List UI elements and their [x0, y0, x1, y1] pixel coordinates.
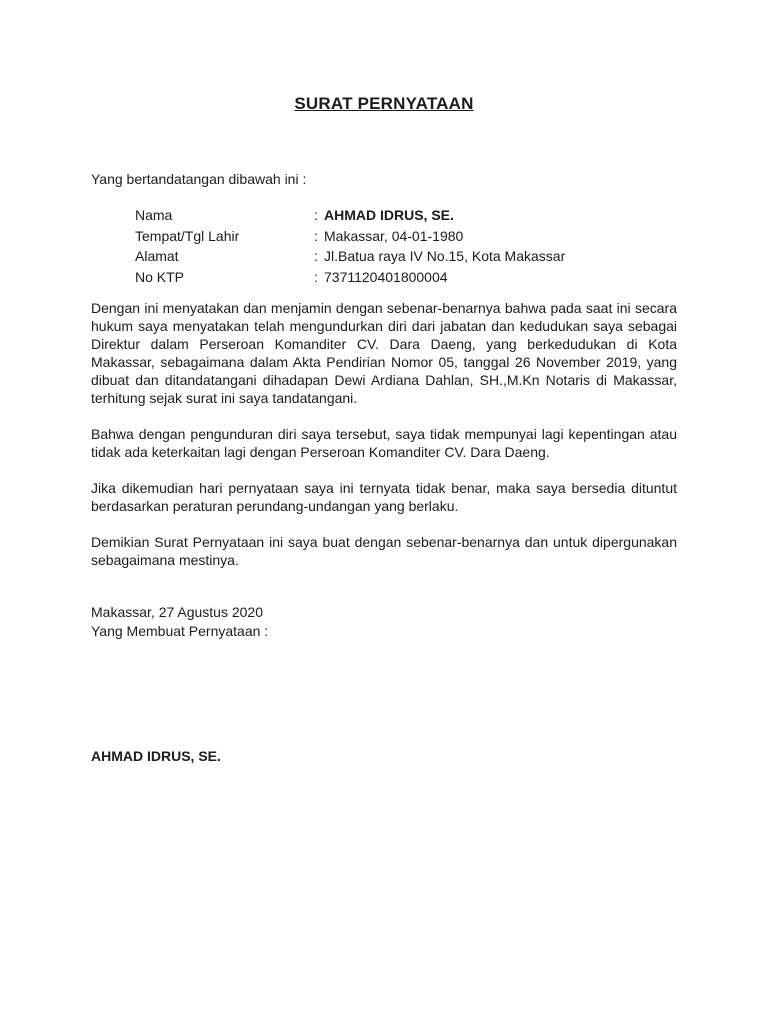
identity-label: No KTP [135, 268, 185, 285]
identity-table [135, 205, 695, 287]
identity-separator: : [314, 268, 318, 285]
identity-row-address [135, 246, 695, 267]
identity-label: Tempat/Tgl Lahir [135, 227, 240, 244]
intro-text: Yang bertandatangan dibawah ini : [91, 171, 307, 187]
identity-value: Makassar, 04-01-1980 [324, 227, 464, 244]
place-date: Makassar, 27 Agustus 2020 [91, 604, 263, 620]
document-title: SURAT PERNYATAAN [294, 94, 474, 113]
closing-paragraph: Demikian Surat Pernyataan ini saya buat dengan sebenar-benarnya dan untuk dipergunakan sebagaimana mestinya. [91, 534, 677, 568]
identity-separator: : [314, 227, 318, 244]
identity-label: Nama [135, 207, 173, 223]
signer-label: Yang Membuat Pernyataan : [91, 623, 269, 639]
identity-separator: : [314, 207, 318, 223]
identity-value: AHMAD IDRUS, SE. [324, 207, 454, 223]
statement-paragraph: Dengan ini menyatakan dan menjamin dengan sebenar-benarnya bahwa pada saat ini secara hukum saya menyatakan telah mengundurkan diri dari jabatan dan kedudukan saya sebagai Direktur dalam Perseroan Komanditer CV. Dara Daeng, yang berkedudukan di Kota Makassar, sebagaimana dalam Akta Pendirian Nomor 05, tanggal 26 November 2019, yang dibuat dan ditandatangani dihadapan Dewi Ardiana Dahlan, SH.,M.Kn Notaris di Makassar, terhitung sejak surat ini saya tandatangani. [91, 300, 677, 406]
signer-name: AHMAD IDRUS, SE. [91, 748, 221, 764]
identity-row-name [135, 205, 695, 226]
statement-paragraph: Jika dikemudian hari pernyataan saya ini ternyata tidak benar, maka saya bersedia dituntut berdasarkan peraturan perundang-undangan yang berlaku. [91, 480, 677, 514]
identity-value: Jl.Batua raya IV No.15, Kota Makassar [324, 248, 566, 264]
identity-row-birth [135, 226, 695, 247]
identity-row-ktp [135, 267, 695, 288]
identity-separator: : [314, 248, 318, 264]
identity-value: 7371120401800004 [324, 268, 448, 285]
identity-label: Alamat [135, 248, 179, 264]
statement-paragraph: Bahwa dengan pengunduran diri saya tersebut, saya tidak mempunyai lagi kepentingan atau tidak ada keterkaitan lagi dengan Perseroan Komanditer CV. Dara Daeng. [91, 426, 677, 460]
